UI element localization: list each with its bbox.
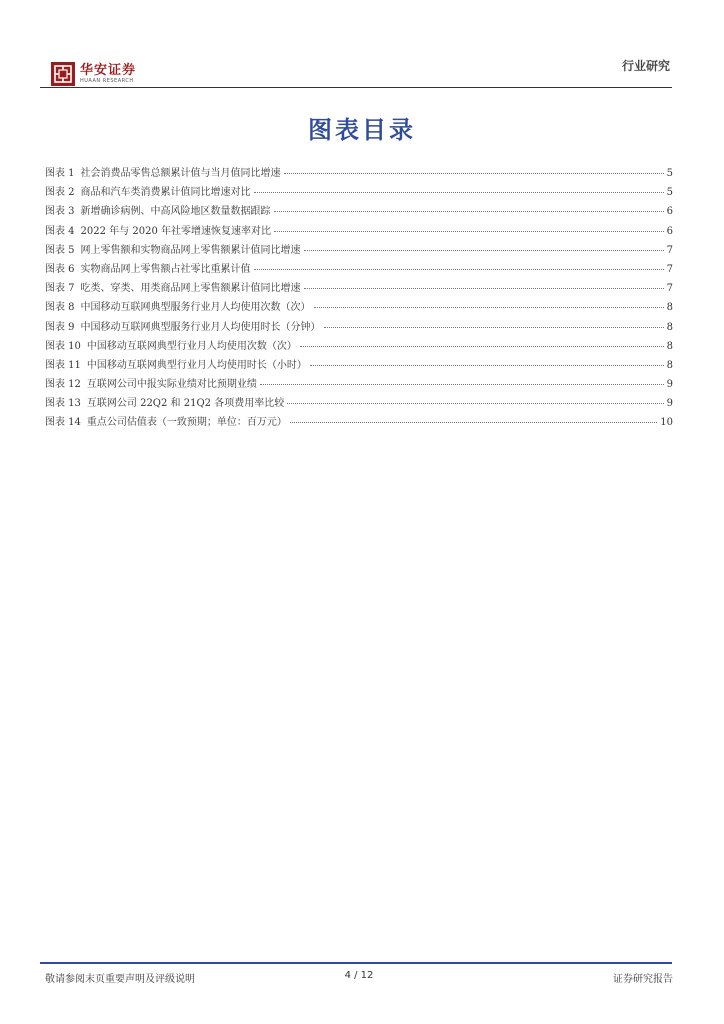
toc-entry-leader — [254, 192, 664, 193]
toc-entry-leader — [274, 211, 664, 212]
toc-entry[interactable] — [45, 241, 673, 260]
toc-entry[interactable] — [45, 279, 673, 298]
toc-entry-label: 图表 12 — [45, 379, 81, 391]
toc-entry-leader — [304, 288, 664, 289]
toc-entry-leader — [310, 365, 664, 366]
toc-entry[interactable] — [45, 298, 673, 317]
toc-entry-title: 新增确诊病例、中高风险地区数量数据跟踪 — [80, 206, 271, 218]
toc-entry-title: 2022 年与 2020 年社零增速恢复速率对比 — [80, 225, 271, 237]
toc-entry-leader — [260, 384, 664, 385]
toc-entry-title: 商品和汽车类消费累计值同比增速对比 — [80, 187, 251, 199]
toc-entry-page: 7 — [666, 283, 673, 295]
toc-entry[interactable] — [45, 164, 673, 183]
footer-report-type: 证券研究报告 — [613, 974, 673, 985]
toc-entry-title: 中国移动互联网典型服务行业月人均使用时长（分钟） — [80, 321, 321, 333]
toc-entry-title: 重点公司估值表（一致预期；单位：百万元） — [86, 417, 287, 429]
toc-entry-leader — [300, 346, 664, 347]
toc-list — [45, 164, 673, 433]
toc-entry-page: 5 — [666, 187, 673, 199]
logo-chinese-name: 华安证券 — [80, 63, 137, 78]
toc-entry-label: 图表 1 — [45, 168, 75, 179]
toc-entry-page: 6 — [666, 206, 673, 218]
toc-entry-label: 图表 11 — [45, 359, 81, 371]
toc-entry[interactable] — [45, 375, 673, 394]
toc-entry-title: 社会消费品零售总额累计值与当月值同比增速 — [80, 168, 281, 179]
toc-entry[interactable] — [45, 394, 673, 413]
toc-entry-title: 吃类、穿类、用类商品网上零售额累计值同比增速 — [80, 283, 301, 295]
toc-entry[interactable] — [45, 183, 673, 202]
toc-entry-title: 互联网公司 22Q2 和 21Q2 各项费用率比较 — [86, 398, 285, 410]
toc-entry[interactable] — [45, 318, 673, 337]
toc-entry-leader — [274, 231, 664, 232]
toc-entry-title: 实物商品网上零售额占社零比重累计值 — [80, 263, 251, 275]
toc-entry-leader — [290, 422, 657, 423]
page-number: 4 / 12 — [344, 970, 374, 981]
toc-entry-title: 网上零售额和实物商品网上零售额累计值同比增速 — [80, 244, 301, 256]
toc-entry-page: 6 — [666, 225, 673, 237]
toc-entry-page: 7 — [666, 244, 673, 256]
toc-entry-page: 8 — [666, 321, 673, 333]
logo-seal-icon — [50, 61, 76, 87]
toc-entry-title: 中国移动互联网典型行业月人均使用次数（次） — [86, 340, 297, 352]
toc-entry-leader — [324, 327, 664, 328]
toc-entry-label: 图表 5 — [45, 244, 75, 256]
toc-entry-page: 10 — [660, 417, 673, 429]
page-title: 图表目录 — [308, 115, 416, 144]
logo-english-name: HUAAN RESEARCH — [80, 78, 134, 84]
toc-entry-page: 7 — [666, 263, 673, 275]
toc-entry-page: 8 — [666, 340, 673, 352]
footer-divider — [40, 962, 672, 964]
section-label: 行业研究 — [621, 59, 670, 73]
page-header — [50, 55, 670, 95]
toc-entry-leader — [284, 173, 664, 174]
toc-entry-label: 图表 2 — [45, 187, 75, 199]
toc-entry-label: 图表 14 — [45, 417, 81, 429]
toc-entry-label: 图表 3 — [45, 206, 75, 218]
toc-entry-leader — [304, 250, 664, 251]
toc-entry-label: 图表 8 — [45, 302, 75, 314]
header-divider — [40, 87, 672, 88]
toc-entry-label: 图表 10 — [45, 340, 81, 352]
toc-entry-label: 图表 4 — [45, 225, 75, 237]
toc-entry-label: 图表 7 — [45, 283, 75, 295]
toc-entry-label: 图表 9 — [45, 321, 75, 333]
toc-entry[interactable] — [45, 337, 673, 356]
toc-entry-leader — [314, 307, 664, 308]
toc-entry-label: 图表 13 — [45, 398, 81, 410]
toc-entry-page: 8 — [666, 359, 673, 371]
toc-entry[interactable] — [45, 222, 673, 241]
company-logo — [50, 61, 136, 87]
toc-entry[interactable] — [45, 356, 673, 375]
toc-entry[interactable] — [45, 413, 673, 432]
toc-entry-label: 图表 6 — [45, 263, 75, 275]
toc-entry-title: 中国移动互联网典型行业月人均使用时长（小时） — [86, 359, 307, 371]
toc-entry[interactable] — [45, 260, 673, 279]
toc-entry-leader — [287, 403, 663, 404]
toc-entry-title: 互联网公司中报实际业绩对比预期业绩 — [86, 379, 257, 391]
toc-entry-title: 中国移动互联网典型服务行业月人均使用次数（次） — [80, 302, 311, 314]
footer-disclaimer: 敬请参阅末页重要声明及评级说明 — [45, 974, 195, 985]
toc-entry-page: 5 — [666, 168, 673, 179]
toc-entry-page: 8 — [666, 302, 673, 314]
toc-entry-page: 9 — [666, 398, 673, 410]
toc-entry-leader — [254, 269, 664, 270]
toc-entry[interactable] — [45, 202, 673, 221]
toc-entry-page: 9 — [666, 379, 673, 391]
